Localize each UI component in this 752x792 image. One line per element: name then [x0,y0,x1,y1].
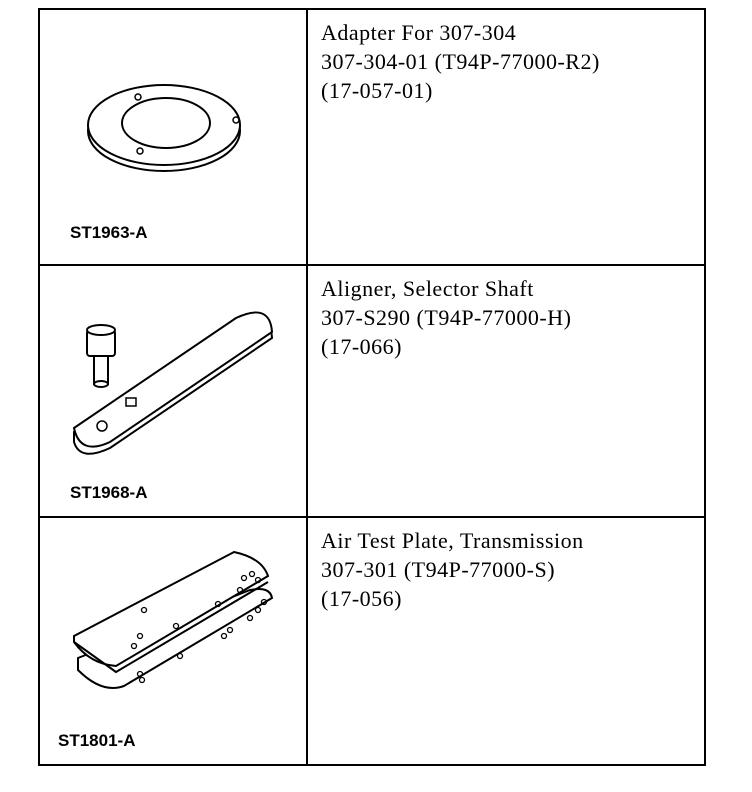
air-test-plate-illustration [40,518,306,762]
tool-description [321,526,701,613]
tool-legacy-number: (17-066) [321,334,402,359]
special-tools-table [38,8,706,766]
tool-number: 307-301 (T94P-77000-S) [321,557,556,582]
tool-description [321,274,701,361]
tool-row [40,518,704,764]
tool-name: Air Test Plate, Transmission [321,528,584,553]
tool-illustration-cell [40,266,308,516]
tool-illustration-cell [40,518,308,764]
tool-row [40,10,704,266]
tool-number: 307-304-01 (T94P-77000-R2) [321,49,600,74]
tool-legacy-number: (17-057-01) [321,78,433,103]
tool-illustration-cell [40,10,308,264]
tool-name: Adapter For 307-304 [321,20,517,45]
tool-name: Aligner, Selector Shaft [321,276,534,301]
tool-image-code: ST1963-A [70,223,148,242]
tool-image-code: ST1968-A [70,483,148,502]
tool-number: 307-S290 (T94P-77000-H) [321,305,572,330]
tool-image-code: ST1801-A [58,731,136,750]
selector-shaft-aligner-illustration [40,266,306,516]
tool-row [40,266,704,518]
tool-description [321,18,701,105]
tool-legacy-number: (17-056) [321,586,402,611]
